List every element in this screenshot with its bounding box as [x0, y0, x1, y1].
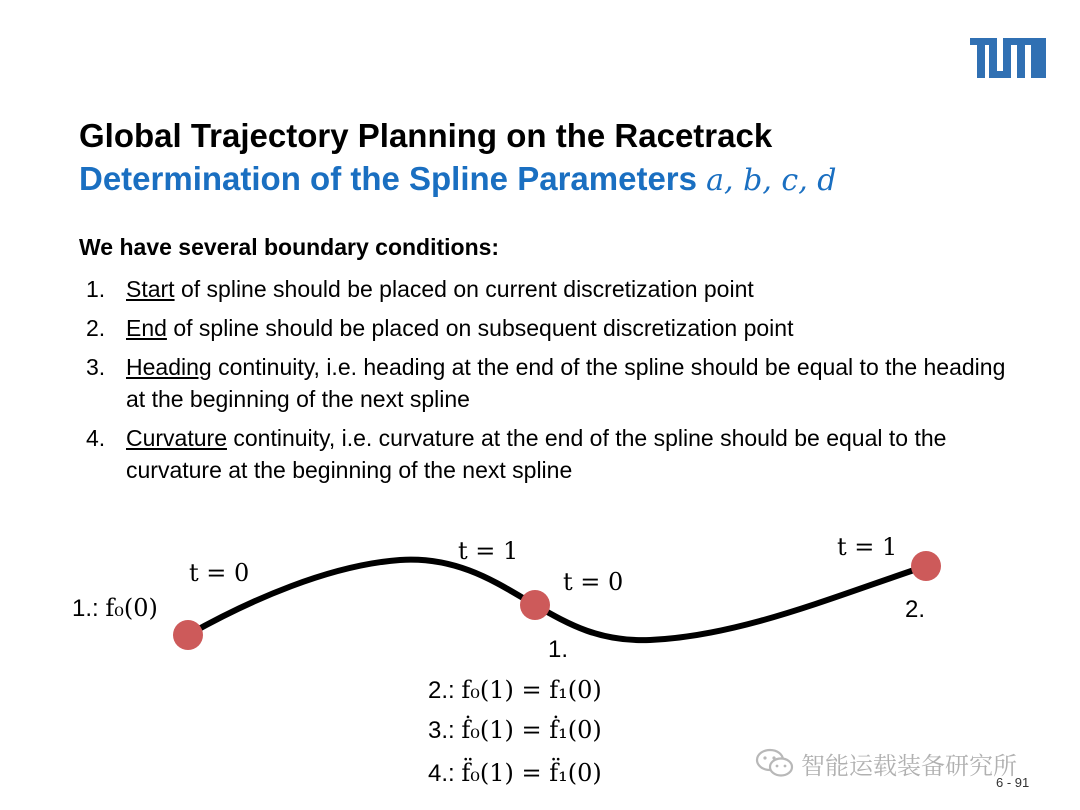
item-text: continuity, i.e. curvature at the end of the spline should be equal to the curvature at the beginning of the next spline	[126, 425, 947, 483]
equation-3	[428, 716, 602, 745]
tum-logo	[970, 38, 1046, 78]
list-item	[86, 312, 1016, 344]
eq3-math: ḟ₀(1) = ḟ₁(0)	[461, 716, 602, 744]
list-item	[86, 422, 1016, 486]
slide-title: Global Trajectory Planning on the Racetrack	[79, 117, 773, 154]
subtitle-text: Determination of the Spline Parameters	[79, 160, 697, 197]
eq2-math: f₀(1) = f₁(0)	[461, 676, 602, 704]
item-text: of spline should be placed on subsequent discretization point	[166, 315, 794, 341]
spline-curve	[188, 560, 926, 641]
start-label-prefix: 1.:	[72, 595, 106, 622]
start-label-math: f₀(0)	[105, 594, 158, 622]
item-body	[126, 422, 1016, 486]
t1-first-label: t = 1	[458, 537, 519, 565]
item-number: 3.	[86, 354, 106, 380]
item-text: of spline should be placed on current discretization point	[174, 276, 754, 302]
slide-subtitle	[79, 160, 836, 198]
start-point	[173, 620, 203, 650]
item-keyword: Heading	[126, 354, 212, 380]
end-point-label: 2.	[905, 596, 926, 623]
item-text: continuity, i.e. heading at the end of the spline should be equal to the heading at the beginning of the next spline	[126, 354, 1006, 412]
subtitle-params: a, b, c, d	[706, 163, 837, 198]
mid-point-label: 1.	[548, 636, 569, 663]
eq3-prefix: 3.:	[428, 717, 462, 744]
item-body	[126, 312, 1016, 344]
list-item	[86, 351, 1016, 415]
item-keyword: Start	[126, 276, 175, 302]
eq2-prefix: 2.:	[428, 677, 462, 704]
wechat-icon	[755, 747, 795, 779]
watermark	[755, 745, 1017, 781]
item-keyword: Curvature	[126, 425, 227, 451]
start-point-label	[72, 594, 158, 623]
eq4-math: f̈₀(1) = f̈₁(0)	[461, 759, 602, 787]
item-body	[126, 273, 1016, 305]
eq4-prefix: 4.:	[428, 760, 462, 787]
watermark-text: 智能运载装备研究所	[801, 752, 1017, 780]
t0-second-label: t = 0	[563, 568, 624, 596]
list-item	[86, 273, 1016, 305]
end-point	[911, 551, 941, 581]
item-number: 2.	[86, 315, 106, 341]
equation-4	[428, 759, 602, 788]
item-body	[126, 351, 1016, 415]
mid-point	[520, 590, 550, 620]
page-number: 6 - 91	[996, 775, 1030, 790]
conditions-list	[86, 273, 1016, 493]
conditions-intro: We have several boundary conditions:	[79, 234, 500, 260]
equation-2	[428, 676, 602, 705]
t0-first-label: t = 0	[189, 559, 250, 587]
item-keyword: End	[126, 315, 167, 341]
item-number: 1.	[86, 276, 106, 302]
t1-second-label: t = 1	[837, 533, 898, 561]
item-number: 4.	[86, 425, 106, 451]
